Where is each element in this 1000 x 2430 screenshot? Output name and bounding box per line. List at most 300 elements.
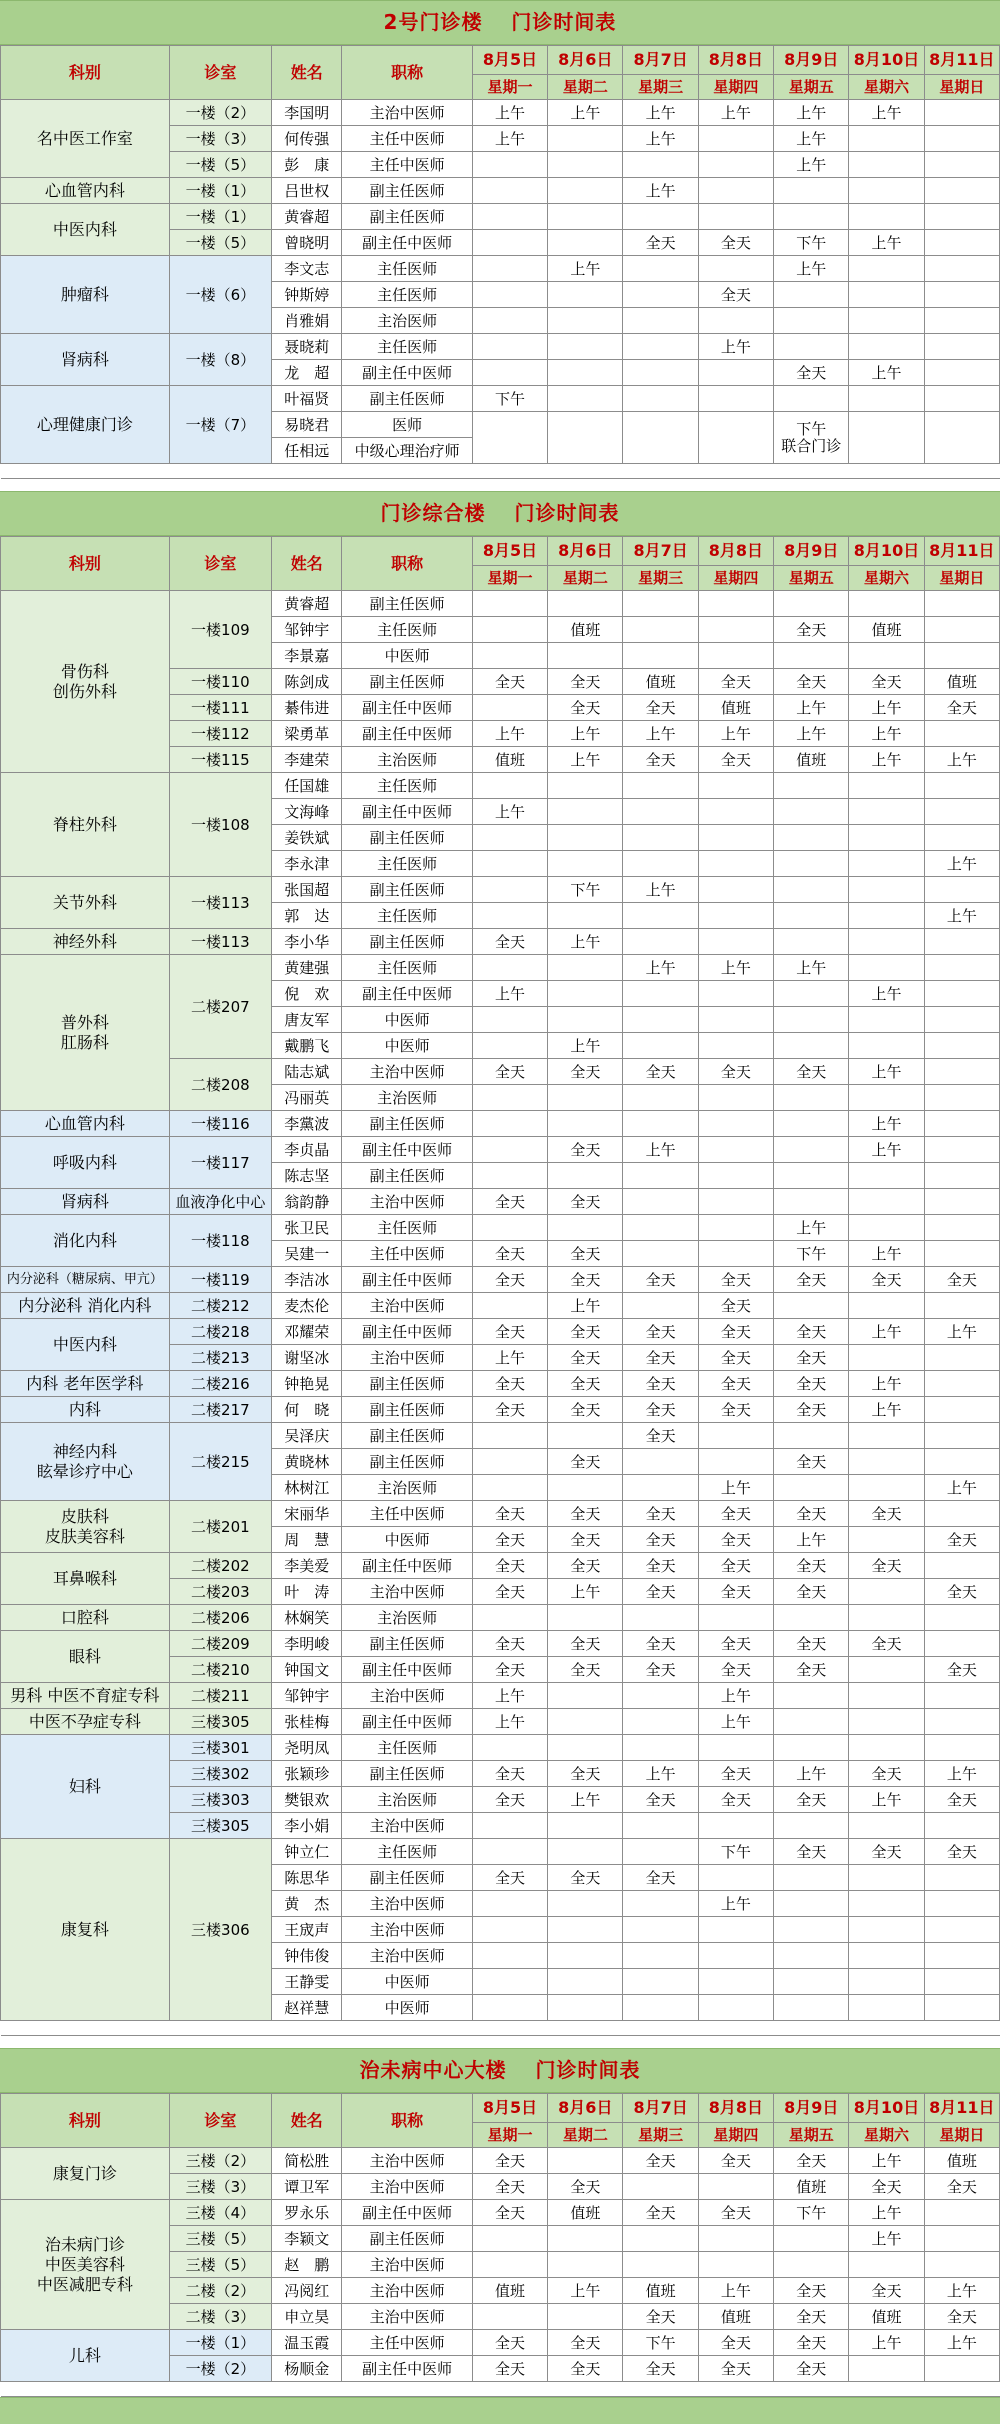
schedule-cell [849,1683,924,1709]
schedule-cell [623,282,698,308]
date-header: 8月9日 [774,2094,849,2123]
room-cell: 三楼305 [169,1709,271,1735]
schedule-cell: 上午 [698,100,773,126]
room-cell: 二楼208 [169,1059,271,1111]
schedule-cell [924,308,999,334]
doctor-title: 副主任中医师 [342,1553,473,1579]
schedule-cell: 全天 [623,230,698,256]
schedule-cell [924,178,999,204]
schedule-cell: 全天 [849,1267,924,1293]
schedule-cell: 全天 [472,1579,547,1605]
schedule-cell [548,1007,623,1033]
department-cell: 儿科 [1,2330,170,2382]
schedule-cell: 上午 [623,955,698,981]
room-cell: 二楼210 [169,1657,271,1683]
schedule-cell [849,1917,924,1943]
doctor-name: 温玉霞 [272,2330,342,2356]
schedule-cell [698,799,773,825]
doctor-row [1,1293,1000,1319]
room-cell: 一楼113 [169,929,271,955]
schedule-cell: 上午 [548,1787,623,1813]
schedule-cell [548,412,623,464]
doctor-title: 主任中医师 [342,1501,473,1527]
room-cell: 三楼305 [169,1813,271,1839]
room-cell: 一楼116 [169,1111,271,1137]
schedule-cell: 全天 [548,1865,623,1891]
doctor-name: 龙 超 [272,360,342,386]
schedule-cell [698,2226,773,2252]
schedule-cell [698,1111,773,1137]
doctor-title: 副主任中医师 [342,1319,473,1345]
doctor-title: 主治中医师 [342,2174,473,2200]
schedule-cell [849,1475,924,1501]
schedule-cell: 上午 [472,721,547,747]
spacer-cell [924,2021,999,2036]
schedule-cell: 全天 [774,1631,849,1657]
schedule-cell: 上午 [849,695,924,721]
schedule-cell [548,1085,623,1111]
schedule-cell: 上午 [623,877,698,903]
schedule-cell [548,1709,623,1735]
schedule-cell: 上午 [849,1137,924,1163]
doctor-name: 吴泽庆 [272,1423,342,1449]
date-header: 8月11日 [924,2094,999,2123]
room-cell: 二楼201 [169,1501,271,1553]
schedule-cell: 全天 [548,1189,623,1215]
schedule-cell [548,773,623,799]
schedule-cell [548,2252,623,2278]
schedule-cell: 全天 [698,1553,773,1579]
schedule-cell [472,955,547,981]
doctor-title: 主任医师 [342,851,473,877]
weekday-header: 星期四 [698,566,773,591]
schedule-cell [774,282,849,308]
doctor-title: 副主任医师 [342,929,473,955]
schedule-cell [623,1007,698,1033]
schedule-cell [849,152,924,178]
schedule-cell: 全天 [472,1553,547,1579]
schedule-cell [623,1085,698,1111]
date-header: 8月6日 [548,537,623,566]
doctor-title: 主治中医师 [342,1189,473,1215]
doctor-title: 副主任中医师 [342,721,473,747]
schedule-cell [472,334,547,360]
schedule-cell [849,1813,924,1839]
date-header: 8月7日 [623,537,698,566]
schedule-cell: 全天 [472,2200,547,2226]
schedule-cell [472,825,547,851]
doctor-title: 中医师 [342,1995,473,2021]
schedule-cell: 全天 [472,1267,547,1293]
doctor-title: 副主任医师 [342,591,473,617]
schedule-cell [548,360,623,386]
schedule-cell [623,204,698,230]
schedule-cell: 全天 [472,1657,547,1683]
doctor-title: 副主任中医师 [342,2200,473,2226]
spacer-cell [1,2021,170,2036]
schedule-cell [924,1215,999,1241]
doctor-row [1,1371,1000,1397]
schedule-cell [774,877,849,903]
schedule-cell [924,799,999,825]
schedule-cell [548,1111,623,1137]
schedule-cell: 上午 [774,695,849,721]
doctor-name: 钟立仁 [272,1839,342,1865]
schedule-cell: 全天 [849,1839,924,1865]
doctor-title: 副主任中医师 [342,695,473,721]
schedule-cell [849,256,924,282]
dept-header: 科别 [1,46,170,100]
doctor-title: 主治医师 [342,1787,473,1813]
schedule-cell [924,1891,999,1917]
schedule-cell [623,2226,698,2252]
schedule-cell: 全天 [698,2356,773,2382]
doctor-name: 李洁冰 [272,1267,342,1293]
date-header: 8月5日 [472,46,547,75]
schedule-cell [924,1631,999,1657]
schedule-cell: 上午 [924,1761,999,1787]
schedule-cell [623,1813,698,1839]
schedule-cell: 全天 [924,1527,999,1553]
schedule-cell [623,1163,698,1189]
weekday-header: 星期五 [774,566,849,591]
schedule-cell [774,1293,849,1319]
schedule-cell: 上午 [698,1891,773,1917]
schedule-cell [774,1475,849,1501]
weekday-header: 星期六 [849,2123,924,2148]
footer-bar [0,2397,1000,2424]
schedule-cell [774,1917,849,1943]
schedule-cell: 上午 [774,1527,849,1553]
schedule-cell [472,2252,547,2278]
doctor-title: 副主任医师 [342,825,473,851]
schedule-cell: 全天 [849,669,924,695]
schedule-cell [698,1449,773,1475]
schedule-cell [774,1683,849,1709]
schedule-cell [623,643,698,669]
doctor-name: 谭卫军 [272,2174,342,2200]
schedule-cell: 上午 [623,100,698,126]
doctor-name: 黄晓林 [272,1449,342,1475]
room-cell: 一楼（1） [169,204,271,230]
department-cell: 内分泌科（糖尿病、甲亢） [1,1267,170,1293]
schedule-cell: 全天 [698,1059,773,1085]
title-header: 职称 [342,537,473,591]
doctor-title: 中级心理治疗师 [342,438,473,464]
schedule-cell: 全天 [849,1761,924,1787]
schedule-section [0,0,1000,479]
schedule-cell [924,721,999,747]
schedule-cell [472,1735,547,1761]
spacer-cell [548,2382,623,2397]
schedule-cell [548,1995,623,2021]
schedule-cell: 上午 [774,126,849,152]
section-gap [0,479,1000,491]
schedule-cell: 全天 [698,1787,773,1813]
date-header: 8月10日 [849,46,924,75]
doctor-title: 副主任中医师 [342,360,473,386]
spacer-cell [698,2021,773,2036]
schedule-cell [472,1605,547,1631]
schedule-cell [774,1605,849,1631]
schedule-cell [698,204,773,230]
spacer-cell [472,2382,547,2397]
doctor-row [1,1631,1000,1657]
schedule-cell [849,643,924,669]
schedule-cell: 全天 [774,1449,849,1475]
schedule-cell [698,178,773,204]
schedule-cell [849,1215,924,1241]
spacer-cell [169,464,271,479]
doctor-name: 谢坚冰 [272,1345,342,1371]
schedule-cell: 全天 [774,2148,849,2174]
schedule-cell [623,1215,698,1241]
doctor-title: 副主任中医师 [342,981,473,1007]
schedule-cell [774,799,849,825]
schedule-cell: 上午 [548,2278,623,2304]
schedule-cell: 全天 [774,1579,849,1605]
schedule-cell: 值班 [623,669,698,695]
schedule-cell: 上午 [548,256,623,282]
schedule-cell: 全天 [698,282,773,308]
schedule-cell: 全天 [774,360,849,386]
weekday-header: 星期四 [698,75,773,100]
schedule-cell: 值班 [698,695,773,721]
weekday-header: 星期日 [924,2123,999,2148]
schedule-cell: 全天 [548,1319,623,1345]
schedule-cell: 全天 [548,1761,623,1787]
title-header: 职称 [342,2094,473,2148]
schedule-cell [924,929,999,955]
schedule-cell: 上午 [774,256,849,282]
schedule-cell [472,1033,547,1059]
department-cell: 心理健康门诊 [1,386,170,464]
schedule-cell [548,1969,623,1995]
schedule-cell [849,799,924,825]
spacer-cell [342,464,473,479]
schedule-cell [924,643,999,669]
room-cell: 二楼215 [169,1423,271,1501]
doctor-name: 唐友军 [272,1007,342,1033]
header-row-dates [1,46,1000,75]
schedule-cell: 全天 [698,1657,773,1683]
schedule-cell [623,1475,698,1501]
doctor-name: 陆志斌 [272,1059,342,1085]
schedule-cell: 全天 [623,1319,698,1345]
schedule-cell [472,1969,547,1995]
schedule-cell [698,773,773,799]
date-header: 8月10日 [849,2094,924,2123]
doctor-title: 副主任医师 [342,1761,473,1787]
schedule-cell [548,799,623,825]
schedule-cell: 上午 [623,721,698,747]
schedule-cell [472,256,547,282]
schedule-cell: 全天 [623,1397,698,1423]
doctor-name: 何传强 [272,126,342,152]
schedule-cell [924,1449,999,1475]
schedule-cell [472,1137,547,1163]
schedule-cell [774,1033,849,1059]
schedule-cell [623,617,698,643]
schedule-cell: 全天 [623,1631,698,1657]
doctor-title: 主治医师 [342,1475,473,1501]
date-header: 8月9日 [774,46,849,75]
department-cell: 治未病门诊 中医美容科 中医减肥专科 [1,2200,170,2330]
schedule-cell [472,1813,547,1839]
doctor-name: 黄睿超 [272,591,342,617]
schedule-cell [548,1735,623,1761]
doctor-title: 主治中医师 [342,1943,473,1969]
doctor-title: 主治中医师 [342,1813,473,1839]
schedule-cell: 全天 [548,1631,623,1657]
doctor-name: 王静雯 [272,1969,342,1995]
weekday-header: 星期二 [548,2123,623,2148]
schedule-cell [472,412,547,464]
doctor-name: 尧明凤 [272,1735,342,1761]
schedule-cell: 全天 [623,1527,698,1553]
doctor-name: 宋丽华 [272,1501,342,1527]
name-header: 姓名 [272,2094,342,2148]
doctor-title: 副主任医师 [342,877,473,903]
schedule-cell: 上午 [698,334,773,360]
schedule-cell [774,334,849,360]
doctor-name: 肖雅娟 [272,308,342,334]
doctor-name: 钟艳晃 [272,1371,342,1397]
schedule-cell: 全天 [698,2148,773,2174]
schedule-cell [548,334,623,360]
schedule-cell [774,204,849,230]
schedule-cell [924,1423,999,1449]
doctor-name: 梁勇革 [272,721,342,747]
table-spacer-row [1,2021,1000,2036]
schedule-cell [623,851,698,877]
schedule-cell: 全天 [774,1345,849,1371]
schedule-cell [924,773,999,799]
table-spacer-row [1,464,1000,479]
schedule-cell [924,1605,999,1631]
schedule-cell: 全天 [472,2148,547,2174]
date-header: 8月9日 [774,537,849,566]
room-cell: 二楼（2） [169,2278,271,2304]
dept-header: 科别 [1,2094,170,2148]
doctor-title: 副主任中医师 [342,1709,473,1735]
doctor-row [1,2330,1000,2356]
doctor-title: 主治中医师 [342,1683,473,1709]
schedule-cell: 全天 [472,929,547,955]
schedule-cell: 上午 [698,955,773,981]
schedule-cell [774,773,849,799]
doctor-name: 邹钟宇 [272,1683,342,1709]
date-header: 8月8日 [698,537,773,566]
schedule-cell: 全天 [472,1397,547,1423]
doctor-name: 李永津 [272,851,342,877]
spacer-cell [849,464,924,479]
schedule-cell [924,1995,999,2021]
schedule-cell: 值班 [698,2304,773,2330]
schedule-cell: 下午 [548,877,623,903]
doctor-name: 李景嘉 [272,643,342,669]
schedule-cell: 全天 [548,1371,623,1397]
schedule-cell [472,877,547,903]
schedule-cell [548,2304,623,2330]
date-header: 8月6日 [548,2094,623,2123]
name-header: 姓名 [272,46,342,100]
room-cell: 一楼110 [169,669,271,695]
schedule-cell [924,1033,999,1059]
doctor-title: 主任中医师 [342,1241,473,1267]
header-row-dates [1,2094,1000,2123]
schedule-cell: 上午 [849,1319,924,1345]
schedule-cell: 全天 [472,1241,547,1267]
room-cell: 一楼（3） [169,126,271,152]
schedule-cell: 全天 [548,1241,623,1267]
weekday-header: 星期三 [623,75,698,100]
schedule-cell: 全天 [548,1501,623,1527]
schedule-cell: 上午 [774,1215,849,1241]
doctor-name: 李文志 [272,256,342,282]
doctor-name: 邓耀荣 [272,1319,342,1345]
schedule-cell [698,1215,773,1241]
schedule-cell [698,386,773,412]
doctor-name: 黄建强 [272,955,342,981]
schedule-cell [472,1943,547,1969]
schedule-cell: 上午 [548,721,623,747]
schedule-section [0,2048,1000,2397]
schedule-cell [924,412,999,464]
date-header: 8月5日 [472,2094,547,2123]
room-cell: 一楼119 [169,1267,271,1293]
schedule-cell [849,955,924,981]
schedule-cell: 下午 [623,2330,698,2356]
schedule-cell [623,2252,698,2278]
department-cell: 名中医工作室 [1,100,170,178]
doctor-name: 申立昊 [272,2304,342,2330]
department-cell: 肾病科 [1,1189,170,1215]
schedule-cell: 上午 [849,1371,924,1397]
schedule-cell [472,282,547,308]
schedule-cell [472,1475,547,1501]
doctor-name: 黄 杰 [272,1891,342,1917]
doctor-title: 主治医师 [342,1605,473,1631]
schedule-cell [698,1943,773,1969]
schedule-cell [698,1033,773,1059]
doctor-title: 副主任医师 [342,1449,473,1475]
schedule-cell [924,1943,999,1969]
doctor-name: 李美爱 [272,1553,342,1579]
schedule-cell: 全天 [623,1371,698,1397]
room-cell: 二楼218 [169,1319,271,1345]
doctor-row [1,1319,1000,1345]
schedule-cell: 全天 [698,1761,773,1787]
schedule-cell [472,360,547,386]
schedule-cell: 全天 [849,1553,924,1579]
schedule-cell [623,334,698,360]
weekday-header: 星期六 [849,75,924,100]
doctor-name: 黄睿超 [272,204,342,230]
schedule-cell: 全天 [623,747,698,773]
schedule-cell [623,2174,698,2200]
schedule-cell [849,282,924,308]
schedule-cell [924,1735,999,1761]
doctor-name: 罗永乐 [272,2200,342,2226]
schedule-cell: 值班 [623,2278,698,2304]
spacer-cell [774,2382,849,2397]
schedule-cell [849,1007,924,1033]
schedule-cell [849,2252,924,2278]
doctor-title: 副主任医师 [342,386,473,412]
schedule-cell [698,877,773,903]
schedule-cell: 值班 [548,2200,623,2226]
